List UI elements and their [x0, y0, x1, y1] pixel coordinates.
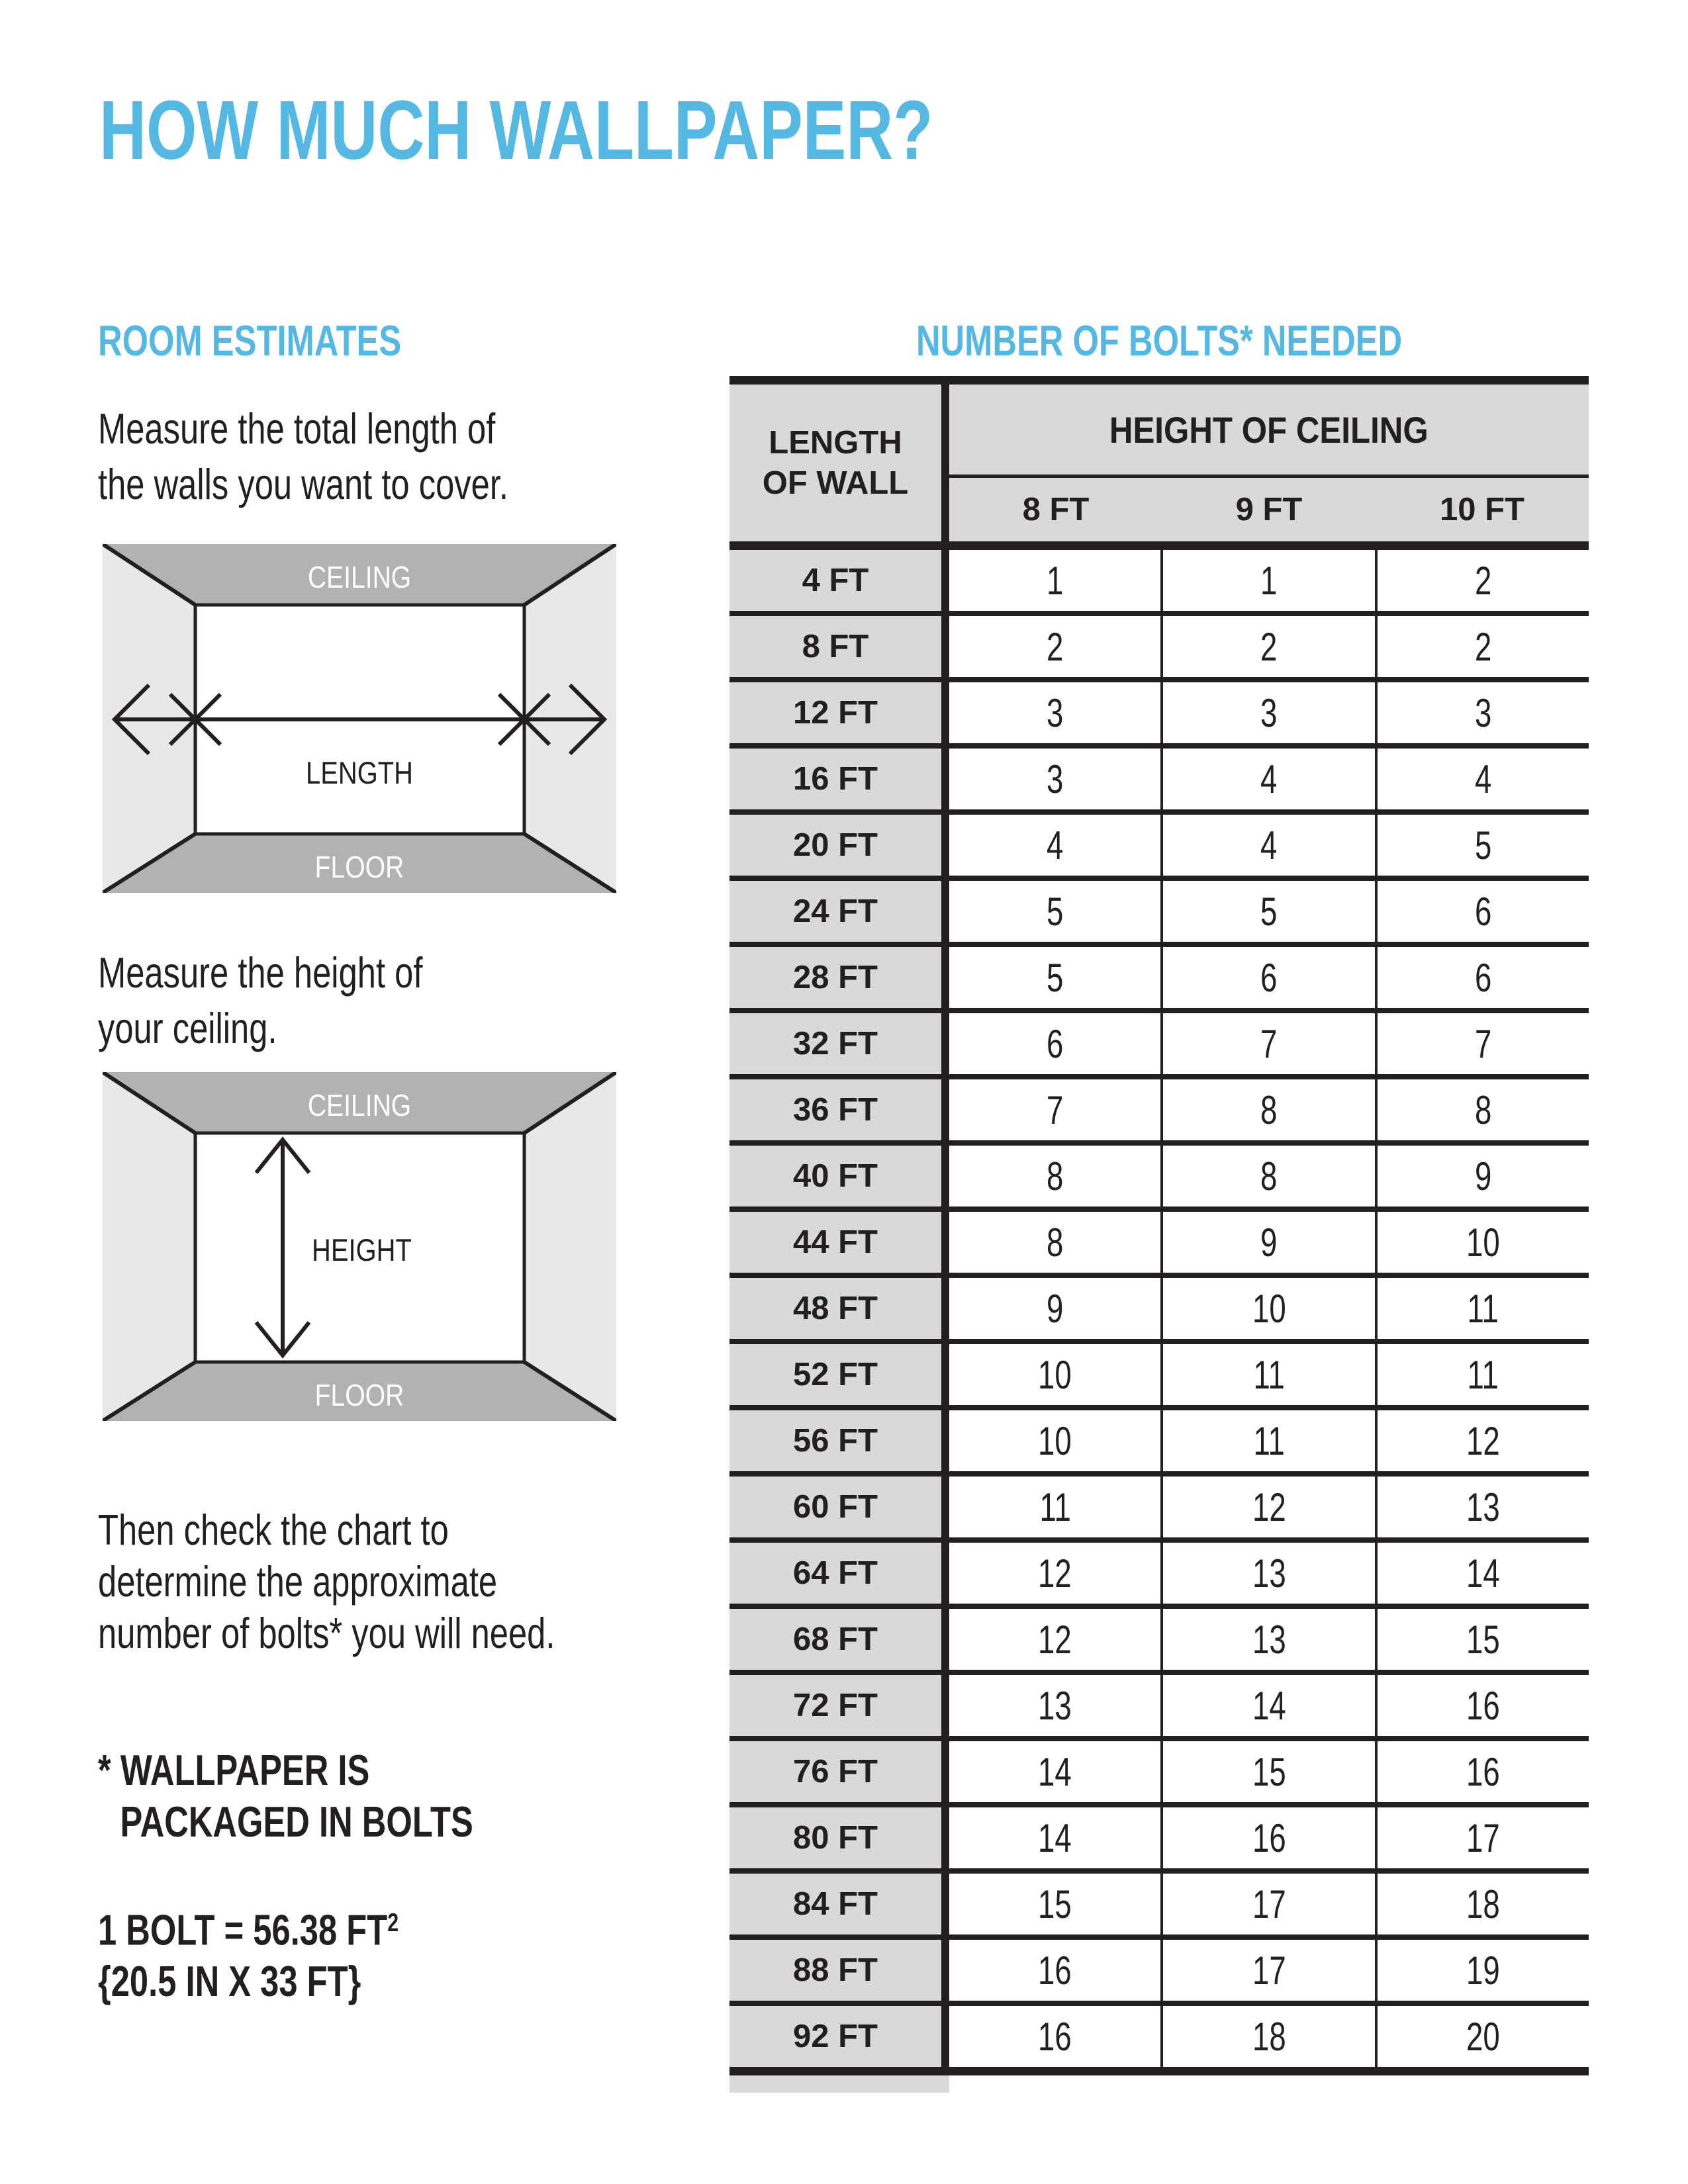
bolt-count-cell — [949, 1874, 1160, 1934]
bolt-count-value: 10 — [1038, 1352, 1072, 1397]
bolt-count-value: 4 — [1046, 823, 1064, 868]
wall-length-label: 44 FT — [729, 1212, 949, 1273]
wall-length-label: 68 FT — [729, 1609, 949, 1670]
bolt-count-value: 14 — [1038, 1815, 1072, 1860]
bolt-count-value: 15 — [1038, 1882, 1072, 1927]
bolt-count-cell — [1160, 2006, 1374, 2067]
table-row — [729, 881, 1589, 947]
bolt-count-cell — [1160, 1079, 1374, 1140]
bolt-count-value: 10 — [1038, 1418, 1072, 1463]
bolt-count-value: 9 — [1474, 1154, 1491, 1199]
bolt-count-value: 8 — [1260, 1087, 1278, 1132]
bolt-count-value: 6 — [1474, 955, 1491, 1000]
bolt-count-value: 4 — [1474, 756, 1491, 801]
column-header-8ft: 8 FT — [1022, 492, 1090, 527]
table-row — [729, 550, 1589, 616]
wall-length-label: 20 FT — [729, 815, 949, 876]
bolt-count-cell — [949, 550, 1160, 611]
table-row — [729, 1278, 1589, 1344]
bolt-count-cell — [949, 1741, 1160, 1802]
bolt-count-value: 5 — [1474, 823, 1491, 868]
wall-length-label: 76 FT — [729, 1741, 949, 1802]
column-header-length-of-wall: LENGTH OF WALL — [729, 385, 949, 541]
table-row — [729, 1609, 1589, 1675]
room-length-diagram — [103, 544, 616, 893]
bolt-count-cell — [1375, 550, 1589, 611]
bolt-count-cell — [949, 1477, 1160, 1537]
wall-length-label: 28 FT — [729, 947, 949, 1008]
floor-label: FLOOR — [314, 1379, 404, 1413]
bolt-count-value: 18 — [1466, 1882, 1500, 1927]
bolt-count-value: 8 — [1046, 1220, 1064, 1265]
bolt-count-cell — [1160, 1344, 1374, 1405]
bolt-count-cell — [1160, 1146, 1374, 1206]
wall-length-label: 36 FT — [729, 1079, 949, 1140]
bolt-count-value: 4 — [1260, 756, 1278, 801]
bolt-count-value: 9 — [1046, 1286, 1064, 1331]
bolt-count-cell — [1375, 947, 1589, 1008]
bolt-count-cell — [949, 1543, 1160, 1604]
table-rows — [729, 550, 1589, 2067]
bolt-count-cell — [949, 749, 1160, 809]
footnote-line: PACKAGED IN BOLTS — [120, 1797, 473, 1846]
ceiling-height-subheaders — [949, 478, 1589, 541]
bolt-count-value: 16 — [1252, 1815, 1286, 1860]
bolt-count-value: 11 — [1039, 1484, 1071, 1529]
instruction-line: your ceiling. — [98, 1004, 277, 1052]
bolt-count-value: 6 — [1046, 1021, 1064, 1066]
table-gray-tail — [729, 2075, 949, 2093]
instruction-line: number of bolts* you will need. — [98, 1609, 555, 1657]
bolt-count-cell — [949, 1940, 1160, 2001]
bolt-count-value: 5 — [1260, 889, 1278, 934]
wall-length-label: 48 FT — [729, 1278, 949, 1339]
bolt-count-cell — [1160, 1609, 1374, 1670]
ceiling-label: CEILING — [307, 1089, 412, 1123]
bolt-count-value: 11 — [1467, 1352, 1499, 1397]
bolt-count-cell — [1160, 1741, 1374, 1802]
bolt-count-value: 1 — [1260, 558, 1278, 603]
bolt-count-value: 14 — [1252, 1683, 1286, 1728]
bolt-count-cell — [949, 1013, 1160, 1074]
instruction-line: Measure the total length of — [98, 404, 496, 453]
bolt-count-cell — [1375, 682, 1589, 743]
instruction-line: the walls you want to cover. — [98, 460, 508, 508]
bolt-count-value: 6 — [1474, 889, 1491, 934]
bolt-dimensions: {20.5 IN X 33 FT} — [98, 1957, 361, 2006]
bolt-count-cell — [949, 1410, 1160, 1471]
bolt-count-cell — [1375, 1609, 1589, 1670]
bolt-count-value: 10 — [1466, 1220, 1500, 1265]
bolt-count-value: 17 — [1252, 1948, 1286, 1993]
column-header-9ft: 9 FT — [1235, 492, 1303, 527]
instruction-line: determine the approximate — [98, 1557, 498, 1606]
table-row — [729, 616, 1589, 682]
height-dimension-label: HEIGHT — [312, 1234, 412, 1268]
table-header — [729, 385, 1589, 541]
wall-length-label: 52 FT — [729, 1344, 949, 1405]
bolt-count-cell — [1160, 749, 1374, 809]
bolt-count-value: 8 — [1046, 1154, 1064, 1199]
bolt-count-value: 3 — [1046, 690, 1064, 735]
bolt-count-value: 15 — [1252, 1749, 1286, 1794]
bolt-count-value: 18 — [1252, 2014, 1286, 2059]
bolt-count-cell — [1160, 947, 1374, 1008]
bolt-count-value: 11 — [1253, 1352, 1285, 1397]
bolt-count-cell — [1375, 1278, 1589, 1339]
bolt-count-cell — [949, 616, 1160, 677]
table-row — [729, 1807, 1589, 1874]
bolt-count-value: 2 — [1474, 624, 1491, 669]
bolt-count-cell — [1160, 1477, 1374, 1537]
ceiling-label: CEILING — [307, 561, 412, 595]
bolt-count-value: 8 — [1260, 1154, 1278, 1199]
bolt-count-cell — [1375, 1079, 1589, 1140]
bolt-count-value: 12 — [1038, 1551, 1072, 1596]
wall-length-label: 24 FT — [729, 881, 949, 942]
wall-length-label: 72 FT — [729, 1675, 949, 1736]
bolt-count-cell — [949, 1146, 1160, 1206]
bolt-count-value: 3 — [1046, 756, 1064, 801]
bolt-count-value: 7 — [1474, 1021, 1491, 1066]
bolt-count-value: 15 — [1466, 1617, 1500, 1662]
table-row — [729, 1543, 1589, 1609]
bolt-count-value: 17 — [1252, 1882, 1286, 1927]
table-top-border — [729, 376, 1589, 385]
bolt-count-cell — [1160, 550, 1374, 611]
bolt-count-cell — [1375, 1410, 1589, 1471]
wall-length-label: 80 FT — [729, 1807, 949, 1868]
bolt-count-cell — [1375, 1543, 1589, 1604]
bolt-count-value: 20 — [1466, 2014, 1500, 2059]
wall-length-label: 32 FT — [729, 1013, 949, 1074]
bolt-equation: 1 BOLT = 56.38 $FT^2$ — [98, 1905, 399, 1954]
bolt-count-value: 6 — [1260, 955, 1278, 1000]
room-height-diagram — [103, 1072, 616, 1421]
bolt-count-value: 2 — [1260, 624, 1278, 669]
wall-length-label: 64 FT — [729, 1543, 949, 1604]
bolt-count-value: 11 — [1467, 1286, 1499, 1331]
instruction-measure-height — [98, 945, 666, 1056]
bolt-count-cell — [1160, 1013, 1374, 1074]
column-header-height-of-ceiling: HEIGHT OF CEILING — [949, 385, 1589, 478]
bolt-count-value: 16 — [1466, 1749, 1500, 1794]
bolt-count-value: 3 — [1474, 690, 1491, 735]
bolt-count-value: 9 — [1260, 1220, 1278, 1265]
table-row — [729, 749, 1589, 815]
bolt-count-cell — [949, 1212, 1160, 1273]
wall-length-label: 92 FT — [729, 2006, 949, 2067]
bolt-count-cell — [1375, 1013, 1589, 1074]
bolt-count-value: 7 — [1046, 1087, 1064, 1132]
bolt-count-cell — [1375, 1675, 1589, 1736]
bolt-count-value: 13 — [1038, 1683, 1072, 1728]
column-header-10ft: 10 FT — [1440, 492, 1524, 527]
bolt-count-value: 11 — [1253, 1418, 1285, 1463]
bolt-count-cell — [949, 1675, 1160, 1736]
bolt-count-cell — [1160, 1410, 1374, 1471]
wall-length-label: 12 FT — [729, 682, 949, 743]
bolt-count-cell — [1375, 616, 1589, 677]
bolt-count-value: 10 — [1252, 1286, 1286, 1331]
bolt-count-cell — [1160, 1543, 1374, 1604]
bolt-count-cell — [1375, 749, 1589, 809]
bolt-count-value: 13 — [1466, 1484, 1500, 1529]
bolt-count-value: 12 — [1252, 1484, 1286, 1529]
bolt-count-value: 12 — [1038, 1617, 1072, 1662]
bolt-count-cell — [1375, 881, 1589, 942]
bolt-count-value: 3 — [1260, 690, 1278, 735]
bolt-count-value: 5 — [1046, 955, 1064, 1000]
bolt-count-cell — [1375, 1807, 1589, 1868]
table-row — [729, 1410, 1589, 1477]
wall-length-label: 8 FT — [729, 616, 949, 677]
bolt-count-cell — [1160, 1807, 1374, 1868]
bolt-count-cell — [1160, 1874, 1374, 1934]
bolt-count-cell — [1375, 1212, 1589, 1273]
bolt-count-value: 5 — [1046, 889, 1064, 934]
table-row — [729, 682, 1589, 749]
wall-length-label: 16 FT — [729, 749, 949, 809]
wall-length-label: 84 FT — [729, 1874, 949, 1934]
bolt-count-cell — [1160, 1675, 1374, 1736]
bolt-count-value: 13 — [1252, 1551, 1286, 1596]
wall-length-label: 88 FT — [729, 1940, 949, 2001]
footnote-line: * WALLPAPER IS — [98, 1746, 370, 1794]
table-bottom-border — [729, 2067, 1589, 2075]
table-row — [729, 1477, 1589, 1543]
bolt-count-value: 17 — [1466, 1815, 1500, 1860]
bolt-count-value: 4 — [1260, 823, 1278, 868]
bolt-count-value: 16 — [1038, 2014, 1072, 2059]
bolt-count-cell — [1160, 682, 1374, 743]
bolt-count-value: 2 — [1046, 624, 1064, 669]
table-row — [729, 1212, 1589, 1278]
table-row — [729, 1146, 1589, 1212]
bolt-count-value: 16 — [1466, 1683, 1500, 1728]
table-row — [729, 947, 1589, 1013]
bolt-count-cell — [1160, 1940, 1374, 2001]
bolt-count-cell — [1160, 616, 1374, 677]
instruction-line: Then check the chart to — [98, 1506, 449, 1554]
instruction-line: Measure the height of — [98, 948, 423, 997]
table-row — [729, 1741, 1589, 1807]
instruction-check-chart — [98, 1504, 666, 1659]
bolt-count-value: 14 — [1038, 1749, 1072, 1794]
table-row — [729, 1013, 1589, 1079]
bolt-count-cell — [949, 2006, 1160, 2067]
bolt-count-value: 16 — [1038, 1948, 1072, 1993]
wall-length-label: 40 FT — [729, 1146, 949, 1206]
bolt-count-value: 12 — [1466, 1418, 1500, 1463]
section-heading-bolts-needed: NUMBER OF BOLTS* NEEDED — [915, 316, 1403, 365]
wall-length-label: 4 FT — [729, 550, 949, 611]
squared-superscript: 2 — [387, 1909, 399, 1937]
floor-label: FLOOR — [314, 850, 404, 885]
bolt-count-value: 13 — [1252, 1617, 1286, 1662]
page-title: HOW MUCH WALLPAPER? — [99, 83, 933, 177]
bolt-count-cell — [1375, 1477, 1589, 1537]
bolt-count-cell — [949, 682, 1160, 743]
bolt-count-value: 8 — [1474, 1087, 1491, 1132]
bolt-count-value: 7 — [1260, 1021, 1278, 1066]
bolts-footnote — [98, 1745, 666, 1848]
length-dimension-label: LENGTH — [305, 756, 414, 791]
bolt-count-cell — [1160, 815, 1374, 876]
table-row — [729, 815, 1589, 881]
wall-length-label: 60 FT — [729, 1477, 949, 1537]
bolt-count-cell — [1375, 1146, 1589, 1206]
table-row — [729, 1874, 1589, 1940]
bolt-count-cell — [949, 1344, 1160, 1405]
bolt-count-cell — [1375, 1874, 1589, 1934]
bolt-count-value: 1 — [1046, 558, 1064, 603]
bolt-count-cell — [1160, 1278, 1374, 1339]
table-row — [729, 2006, 1589, 2067]
bolt-count-value: 19 — [1466, 1948, 1500, 1993]
bolt-count-cell — [949, 1079, 1160, 1140]
bolt-count-cell — [1375, 1741, 1589, 1802]
bolt-count-cell — [1375, 2006, 1589, 2067]
bolt-count-cell — [1375, 1940, 1589, 2001]
bolt-count-cell — [949, 947, 1160, 1008]
bolt-count-cell — [949, 1807, 1160, 1868]
bolt-count-cell — [1160, 881, 1374, 942]
section-heading-room-estimates: ROOM ESTIMATES — [98, 316, 402, 365]
bolt-count-value: 14 — [1466, 1551, 1500, 1596]
bolt-count-cell — [949, 881, 1160, 942]
table-row — [729, 1675, 1589, 1741]
bolt-count-cell — [1375, 1344, 1589, 1405]
bolt-count-value: 2 — [1474, 558, 1491, 603]
bolt-count-cell — [1375, 815, 1589, 876]
bolt-count-cell — [949, 1278, 1160, 1339]
instruction-measure-length — [98, 401, 666, 512]
bolts-needed-table — [729, 376, 1589, 2093]
table-header-divider — [729, 541, 1589, 550]
bolt-count-cell — [949, 815, 1160, 876]
ceiling-header-group — [949, 385, 1589, 541]
table-row — [729, 1344, 1589, 1410]
bolt-size-info — [98, 1897, 666, 2007]
table-row — [729, 1940, 1589, 2006]
bolt-count-cell — [1160, 1212, 1374, 1273]
bolt-count-cell — [949, 1609, 1160, 1670]
table-row — [729, 1079, 1589, 1146]
wall-length-label: 56 FT — [729, 1410, 949, 1471]
